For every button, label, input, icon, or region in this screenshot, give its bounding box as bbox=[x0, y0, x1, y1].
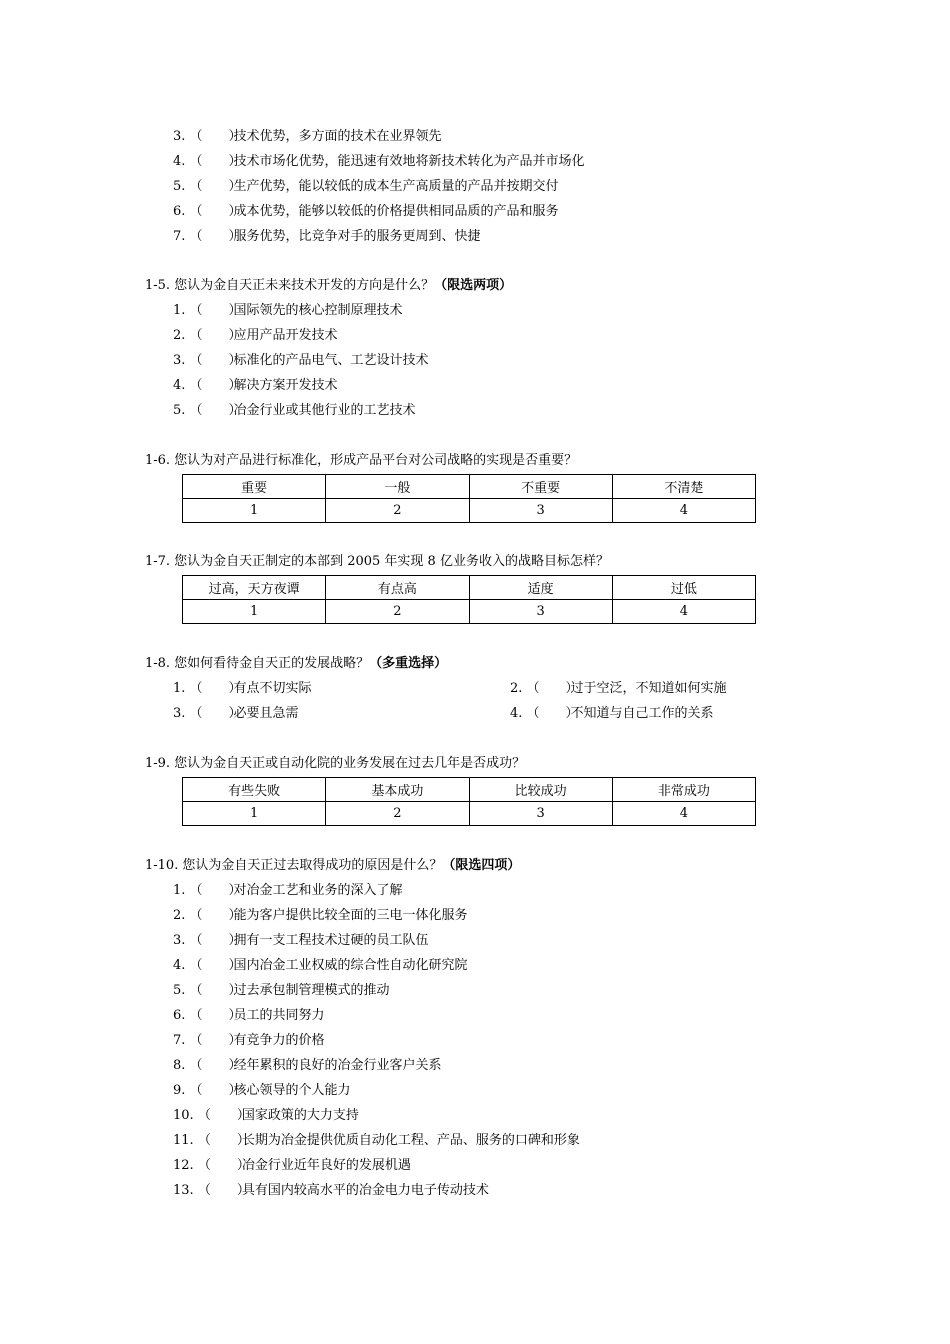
answer-blank[interactable]: （ ） bbox=[197, 1108, 250, 1123]
list-item: 5. （ ）过去承包制管理模式的推动 bbox=[173, 981, 390, 1001]
answer-blank[interactable]: （ ） bbox=[197, 1133, 250, 1148]
rating-header: 一般 bbox=[326, 475, 469, 499]
rating-option[interactable]: 4 bbox=[612, 600, 755, 624]
rating-header: 不重要 bbox=[469, 475, 612, 499]
list-item: 1. （ ）国际领先的核心控制原理技术 bbox=[173, 301, 403, 321]
list-item: 2. （ ）能为客户提供比较全面的三电一体化服务 bbox=[173, 906, 468, 926]
answer-blank[interactable]: （ ） bbox=[189, 204, 242, 219]
list-item: 1. （ ）有点不切实际 bbox=[173, 679, 312, 699]
rating-option[interactable]: 4 bbox=[612, 499, 755, 523]
answer-blank[interactable]: （ ） bbox=[189, 958, 242, 973]
rating-option[interactable]: 1 bbox=[183, 499, 326, 523]
answer-blank[interactable]: （ ） bbox=[197, 1158, 250, 1173]
question-note: （限选四项） bbox=[442, 858, 521, 873]
answer-blank[interactable]: （ ） bbox=[189, 229, 242, 244]
question-1-6: 1-6. 您认为对产品进行标准化，形成产品平台对公司战略的实现是否重要？ bbox=[145, 453, 578, 468]
list-item: 3. （ ）拥有一支工程技术过硬的员工队伍 bbox=[173, 931, 429, 951]
answer-blank[interactable]: （ ） bbox=[197, 1183, 250, 1198]
answer-blank[interactable]: （ ） bbox=[189, 1058, 242, 1073]
rating-header: 非常成功 bbox=[612, 778, 755, 802]
answer-blank[interactable]: （ ） bbox=[189, 378, 242, 393]
answer-blank[interactable]: （ ） bbox=[189, 681, 242, 696]
answer-blank[interactable]: （ ） bbox=[189, 1008, 242, 1023]
answer-blank[interactable]: （ ） bbox=[189, 933, 242, 948]
question-1-9: 1-9. 您认为金自天正或自动化院的业务发展在过去几年是否成功？ bbox=[145, 756, 526, 771]
list-item: 8. （ ）经年累积的良好的冶金行业客户关系 bbox=[173, 1056, 442, 1076]
rating-option[interactable]: 2 bbox=[326, 499, 469, 523]
question-1-7: 1-7. 您认为金自天正制定的本部到 2005 年实现 8 亿业务收入的战略目标怎样？ bbox=[145, 554, 609, 569]
rating-table-1-7 bbox=[182, 575, 756, 624]
answer-blank[interactable]: （ ） bbox=[189, 154, 242, 169]
list-item: 4. （ ）国内冶金工业权威的综合性自动化研究院 bbox=[173, 956, 468, 976]
answer-blank[interactable]: （ ） bbox=[526, 681, 579, 696]
rating-option[interactable]: 3 bbox=[469, 802, 612, 826]
list-item: 5. （ ）冶金行业或其他行业的工艺技术 bbox=[173, 401, 416, 421]
list-item: 4. （ ）技术市场化优势，能迅速有效地将新技术转化为产品并市场化 bbox=[173, 152, 585, 172]
rating-option[interactable]: 3 bbox=[469, 499, 612, 523]
answer-blank[interactable]: （ ） bbox=[189, 353, 242, 368]
list-item: 13. （ ）具有国内较高水平的冶金电力电子传动技术 bbox=[173, 1181, 489, 1201]
rating-header: 重要 bbox=[183, 475, 326, 499]
rating-header: 适度 bbox=[469, 576, 612, 600]
answer-blank[interactable]: （ ） bbox=[189, 883, 242, 898]
question-1-5: 1-5. 您认为金自天正未来技术开发的方向是什么？（限选两项） bbox=[145, 278, 513, 293]
rating-header: 有些失败 bbox=[183, 778, 326, 802]
rating-option[interactable]: 2 bbox=[326, 802, 469, 826]
list-item: 6. （ ）成本优势，能够以较低的价格提供相同品质的产品和服务 bbox=[173, 202, 559, 222]
list-item: 5. （ ）生产优势，能以较低的成本生产高质量的产品并按期交付 bbox=[173, 177, 559, 197]
question-1-10: 1-10. 您认为金自天正过去取得成功的原因是什么？（限选四项） bbox=[145, 858, 521, 873]
list-item: 10. （ ）国家政策的大力支持 bbox=[173, 1106, 359, 1126]
rating-header: 过高，天方夜谭 bbox=[183, 576, 326, 600]
list-item: 3. （ ）技术优势，多方面的技术在业界领先 bbox=[173, 127, 442, 147]
rating-table-1-9 bbox=[182, 777, 756, 826]
question-1-8: 1-8. 您如何看待金自天正的发展战略？（多重选择） bbox=[145, 656, 448, 671]
rating-header: 不清楚 bbox=[612, 475, 755, 499]
list-item: 7. （ ）服务优势，比竞争对手的服务更周到、快捷 bbox=[173, 227, 481, 247]
answer-blank[interactable]: （ ） bbox=[189, 179, 242, 194]
answer-blank[interactable]: （ ） bbox=[189, 303, 242, 318]
question-note: （多重选择） bbox=[369, 656, 448, 671]
answer-blank[interactable]: （ ） bbox=[189, 1083, 242, 1098]
rating-option[interactable]: 1 bbox=[183, 802, 326, 826]
rating-option[interactable]: 1 bbox=[183, 600, 326, 624]
list-item: 11. （ ）长期为冶金提供优质自动化工程、产品、服务的口碑和形象 bbox=[173, 1131, 580, 1151]
list-item: 1. （ ）对冶金工艺和业务的深入了解 bbox=[173, 881, 403, 901]
list-item: 4. （ ）解决方案开发技术 bbox=[173, 376, 338, 396]
rating-header: 基本成功 bbox=[326, 778, 469, 802]
question-note: （限选两项） bbox=[434, 278, 513, 293]
answer-blank[interactable]: （ ） bbox=[189, 1033, 242, 1048]
rating-header: 有点高 bbox=[326, 576, 469, 600]
rating-header: 比较成功 bbox=[469, 778, 612, 802]
rating-option[interactable]: 2 bbox=[326, 600, 469, 624]
rating-option[interactable]: 4 bbox=[612, 802, 755, 826]
rating-table-1-6 bbox=[182, 474, 756, 523]
answer-blank[interactable]: （ ） bbox=[189, 328, 242, 343]
list-item: 3. （ ）标准化的产品电气、工艺设计技术 bbox=[173, 351, 429, 371]
list-item: 12. （ ）冶金行业近年良好的发展机遇 bbox=[173, 1156, 411, 1176]
list-item: 2. （ ）过于空泛，不知道如何实施 bbox=[510, 679, 727, 699]
answer-blank[interactable]: （ ） bbox=[189, 129, 242, 144]
answer-blank[interactable]: （ ） bbox=[189, 908, 242, 923]
list-item: 3. （ ）必要且急需 bbox=[173, 704, 299, 724]
list-item: 9. （ ）核心领导的个人能力 bbox=[173, 1081, 351, 1101]
rating-header: 过低 bbox=[612, 576, 755, 600]
answer-blank[interactable]: （ ） bbox=[189, 706, 242, 721]
list-item: 4. （ ）不知道与自己工作的关系 bbox=[510, 704, 714, 724]
list-item: 2. （ ）应用产品开发技术 bbox=[173, 326, 338, 346]
rating-option[interactable]: 3 bbox=[469, 600, 612, 624]
list-item: 6. （ ）员工的共同努力 bbox=[173, 1006, 325, 1026]
answer-blank[interactable]: （ ） bbox=[189, 983, 242, 998]
answer-blank[interactable]: （ ） bbox=[526, 706, 579, 721]
list-item: 7. （ ）有竞争力的价格 bbox=[173, 1031, 325, 1051]
answer-blank[interactable]: （ ） bbox=[189, 403, 242, 418]
